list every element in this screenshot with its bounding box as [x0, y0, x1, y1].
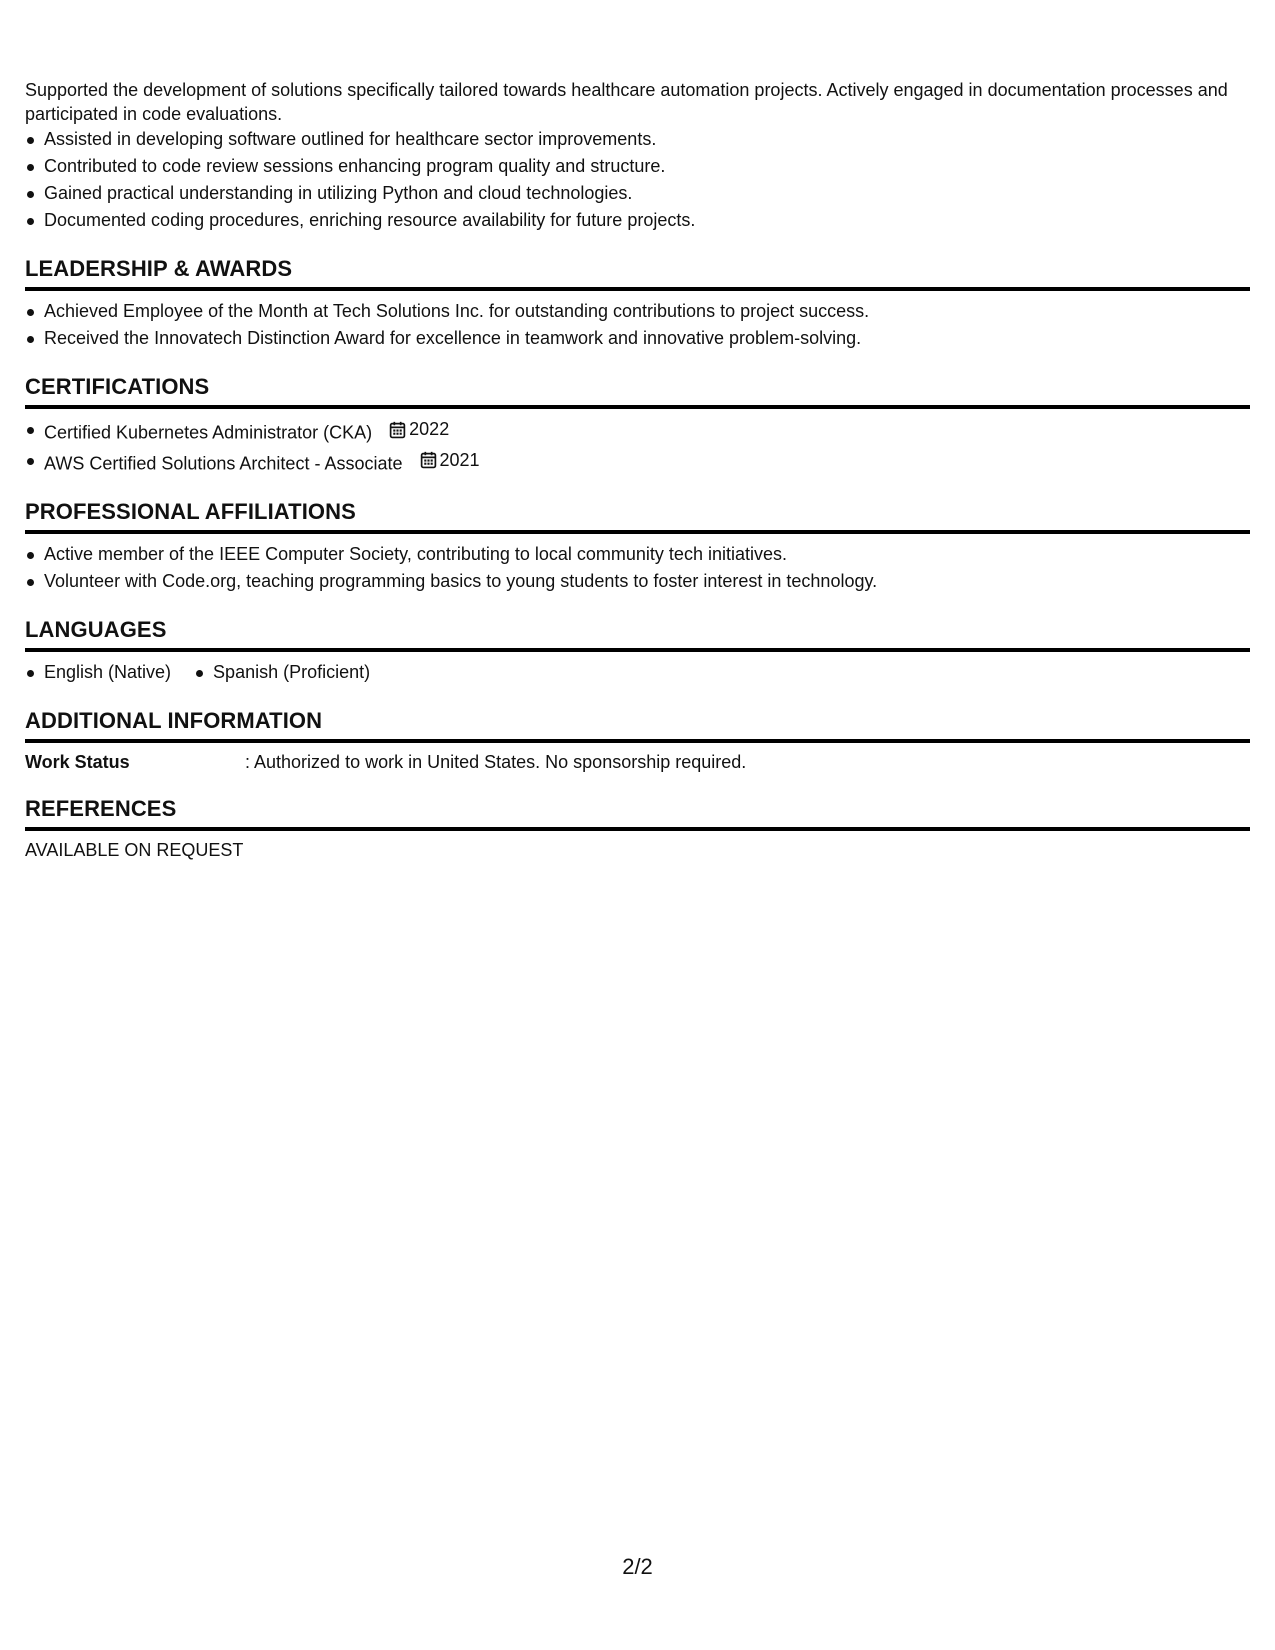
list-item: Active member of the IEEE Computer Society, contributing to local community tech initiatives.: [25, 541, 1250, 568]
list-item: Gained practical understanding in utilizing Python and cloud technologies.: [25, 180, 1250, 207]
additional-info-section: [25, 708, 1250, 774]
certification-year: 2022: [409, 419, 450, 439]
affiliations-list: [25, 541, 1250, 595]
section-title-leadership: LEADERSHIP & AWARDS: [25, 256, 1250, 291]
references-text: AVAILABLE ON REQUEST: [25, 840, 244, 860]
certifications-section: [25, 374, 1250, 477]
language-item: Spanish (Proficient): [194, 659, 370, 686]
calendar-icon: [420, 451, 437, 469]
page-number: 2/2: [622, 1554, 653, 1579]
list-item: Contributed to code review sessions enhancing program quality and structure.: [25, 153, 1250, 180]
list-item: Documented coding procedures, enriching resource availability for future projects.: [25, 207, 1250, 234]
section-title-references: REFERENCES: [25, 796, 1250, 831]
certification-date: [420, 447, 480, 474]
work-status-value: : Authorized to work in United States. No sponsorship required.: [245, 752, 747, 772]
experience-continuation: [25, 78, 1250, 234]
certification-item: [25, 447, 1250, 478]
experience-summary: Supported the development of solutions specifically tailored towards healthcare automation projects. Actively engaged in documentation processes and participated in code evaluations.: [25, 80, 1228, 124]
certification-name: AWS Certified Solutions Architect - Associate: [44, 453, 403, 473]
section-title-certifications: CERTIFICATIONS: [25, 374, 1250, 409]
list-item: Volunteer with Code.org, teaching programming basics to young students to foster interest in technology.: [25, 568, 1250, 595]
affiliations-section: [25, 499, 1250, 595]
languages-list: [25, 659, 1250, 686]
language-item: English (Native): [25, 659, 171, 686]
list-item: Assisted in developing software outlined for healthcare sector improvements.: [25, 126, 1250, 153]
list-item: Achieved Employee of the Month at Tech Solutions Inc. for outstanding contributions to project success.: [25, 298, 1250, 325]
section-title-additional-info: ADDITIONAL INFORMATION: [25, 708, 1250, 743]
certification-name: Certified Kubernetes Administrator (CKA): [44, 422, 373, 443]
leadership-list: [25, 298, 1250, 352]
list-item: Received the Innovatech Distinction Award for excellence in teamwork and innovative problem-solving.: [25, 325, 1250, 352]
languages-section: [25, 617, 1250, 686]
resume-page: [25, 78, 1250, 862]
leadership-section: [25, 256, 1250, 352]
calendar-icon: [389, 421, 406, 439]
work-status-row: [25, 750, 1250, 774]
certification-date: [389, 416, 449, 443]
certifications-list: [25, 416, 1250, 477]
section-title-languages: LANGUAGES: [25, 617, 1250, 652]
section-title-affiliations: PROFESSIONAL AFFILIATIONS: [25, 499, 1250, 534]
references-section: [25, 796, 1250, 862]
certification-year: 2021: [439, 449, 480, 470]
work-status-label: Work Status: [25, 752, 130, 772]
experience-bullets: [25, 126, 1250, 234]
certification-item: [25, 416, 1250, 447]
